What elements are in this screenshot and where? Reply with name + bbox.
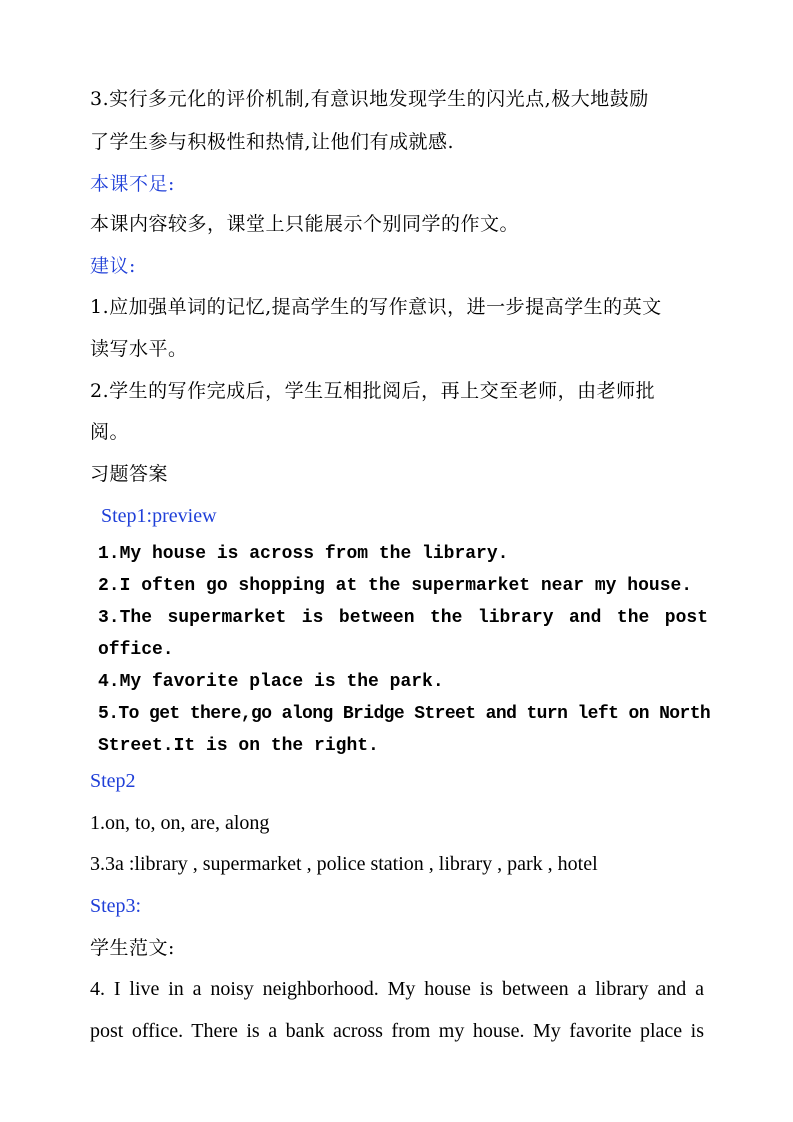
shortcoming-text: 本课内容较多，课堂上只能展示个别同学的作文。: [90, 213, 520, 235]
reflection-point-3-line-2: 了学生参与积极性和热情,让他们有成就感.: [90, 131, 455, 153]
sample-essay-line-1: 4. I live in a noisy neighborhood. My house is between a library and a: [90, 978, 704, 1000]
step1-answer-5-line-1: 5.To get there,go along Bridge Street and turn left on North: [98, 704, 711, 724]
sample-essay-heading: 学生范文:: [90, 937, 175, 959]
step1-answer-4: 4.My favorite place is the park.: [98, 672, 444, 692]
step1-answer-3-line-2: office.: [98, 640, 174, 660]
step1-answer-3-line-1: 3.The supermarket is between the library and the post: [98, 608, 708, 628]
reflection-point-3-line-1: 3.实行多元化的评价机制,有意识地发现学生的闪光点,极大地鼓励: [90, 88, 649, 110]
step1-answer-1: 1.My house is across from the library.: [98, 544, 509, 564]
suggestion-1-line-1: 1.应加强单词的记忆,提高学生的写作意识，进一步提高学生的英文: [90, 296, 662, 318]
step2-answer-1: 1.on, to, on, are, along: [90, 812, 270, 834]
suggestion-2-line-1: 2.学生的写作完成后，学生互相批阅后，再上交至老师，由老师批: [90, 380, 656, 402]
shortcoming-heading: 本课不足:: [90, 173, 175, 195]
step3-heading: Step3:: [90, 895, 142, 917]
step1-heading: Step1:preview: [101, 505, 217, 527]
suggestion-heading: 建议:: [90, 255, 136, 277]
step2-heading: Step2: [90, 770, 136, 792]
sample-essay-line-2: post office. There is a bank across from my house. My favorite place is: [90, 1020, 704, 1042]
step1-answer-5-line-2: Street.It is on the right.: [98, 736, 379, 756]
suggestion-2-line-2: 阅。: [90, 421, 130, 443]
step1-answer-2: 2.I often go shopping at the supermarket near my house.: [98, 576, 693, 596]
answers-heading: 习题答案: [90, 463, 169, 485]
step2-answer-3: 3.3a :library , supermarket , police station , library , park , hotel: [90, 853, 598, 875]
suggestion-1-line-2: 读写水平。: [90, 338, 188, 360]
